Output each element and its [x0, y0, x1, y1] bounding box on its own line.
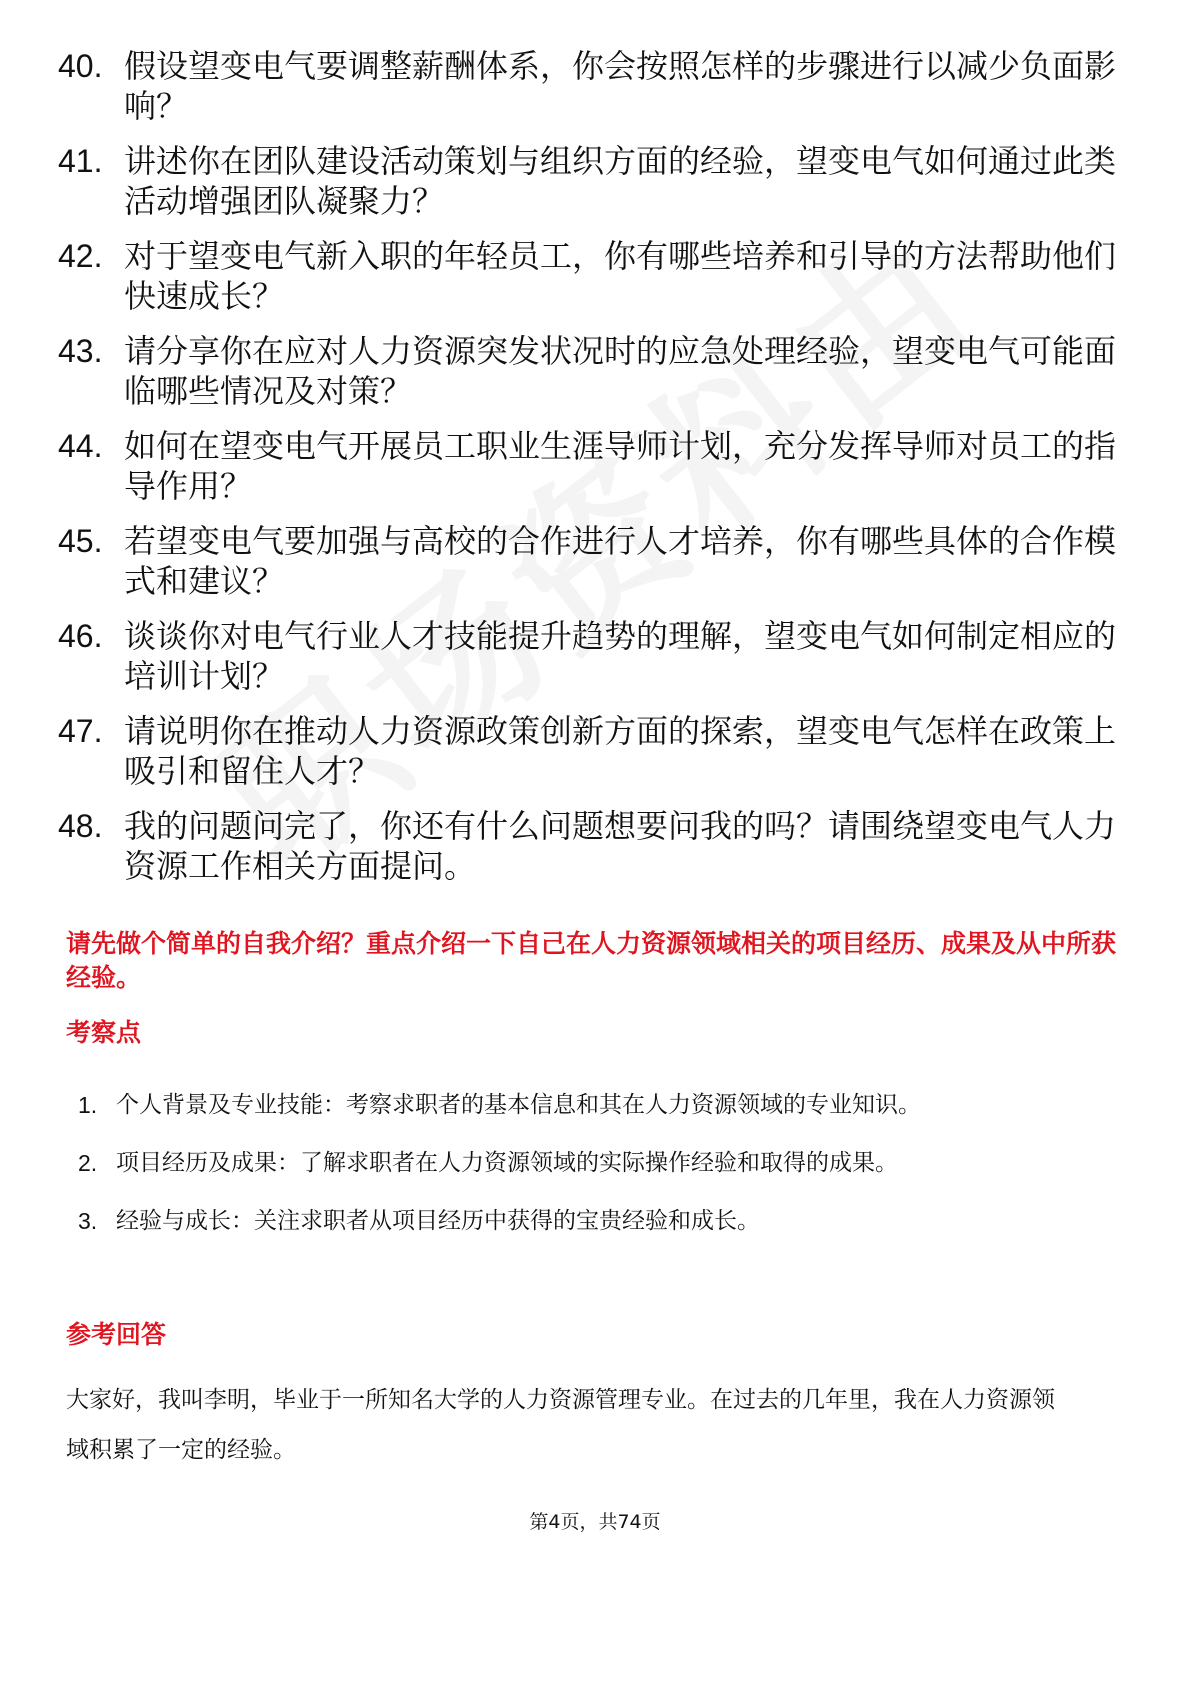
exam-point-item [78, 1080, 1028, 1130]
exam-point-number: 1. [78, 1092, 98, 1118]
question-number: 46. [58, 618, 103, 654]
page-footer: 第4页，共74页 [529, 1511, 661, 1533]
question-item [58, 331, 1138, 411]
exam-point-number: 2. [78, 1150, 98, 1176]
question-number: 48. [58, 808, 103, 844]
question-number: 42. [58, 238, 103, 274]
question-number: 44. [58, 428, 103, 464]
exam-point-text: 项目经历及成果：了解求职者在人力资源领域的实际操作经验和取得的成果。 [116, 1150, 898, 1176]
question-number: 47. [58, 713, 103, 749]
question-item [58, 806, 1138, 886]
question-list [58, 46, 1138, 901]
exam-point-number: 3. [78, 1208, 98, 1234]
question-item [58, 521, 1138, 601]
question-item [58, 711, 1138, 791]
exam-points-title: 考察点 [66, 1018, 142, 1047]
question-text: 我的问题问完了，你还有什么问题想要问我的吗？请围绕望变电气人力资源工作相关方面提问。 [124, 807, 1117, 885]
question-text: 若望变电气要加强与高校的合作进行人才培养，你有哪些具体的合作模式和建议？ [124, 522, 1117, 600]
question-number: 40. [58, 48, 103, 84]
exam-points-list [78, 1080, 1028, 1254]
exam-point-text: 经验与成长：关注求职者从项目经历中获得的宝贵经验和成长。 [116, 1208, 760, 1234]
question-item [58, 236, 1138, 316]
reference-answer-text: 大家好，我叫李明，毕业于一所知名大学的人力资源管理专业。在过去的几年里，我在人力资源领域积累了一定的经验。 [66, 1387, 1055, 1463]
question-number: 41. [58, 143, 103, 179]
question-text: 对于望变电气新入职的年轻员工，你有哪些培养和引导的方法帮助他们快速成长？ [124, 237, 1117, 315]
reference-answer-title: 参考回答 [66, 1320, 167, 1349]
question-text: 如何在望变电气开展员工职业生涯导师计划，充分发挥导师对员工的指导作用？ [124, 427, 1117, 505]
question-text: 谈谈你对电气行业人才技能提升趋势的理解，望变电气如何制定相应的培训计划？ [124, 617, 1117, 695]
question-item [58, 426, 1138, 506]
question-text: 请分享你在应对人力资源突发状况时的应急处理经验，望变电气可能面临哪些情况及对策？ [124, 332, 1117, 410]
question-text: 请说明你在推动人力资源政策创新方面的探索，望变电气怎样在政策上吸引和留住人才？ [124, 712, 1117, 790]
question-number: 43. [58, 333, 103, 369]
question-number: 45. [58, 523, 103, 559]
exam-point-text: 个人背景及专业技能：考察求职者的基本信息和其在人力资源领域的专业知识。 [116, 1092, 921, 1118]
question-item [58, 616, 1138, 696]
exam-point-item [78, 1138, 1028, 1188]
question-item [58, 141, 1138, 221]
question-text: 假设望变电气要调整薪酬体系，你会按照怎样的步骤进行以减少负面影响？ [124, 47, 1117, 125]
exam-point-item [78, 1196, 1028, 1246]
question-text: 讲述你在团队建设活动策划与组织方面的经验，望变电气如何通过此类活动增强团队凝聚力？ [124, 142, 1117, 220]
question-item [58, 46, 1138, 126]
highlight-question: 请先做个简单的自我介绍？重点介绍一下自己在人力资源领域相关的项目经历、成果及从中所获经验。 [66, 929, 1117, 992]
